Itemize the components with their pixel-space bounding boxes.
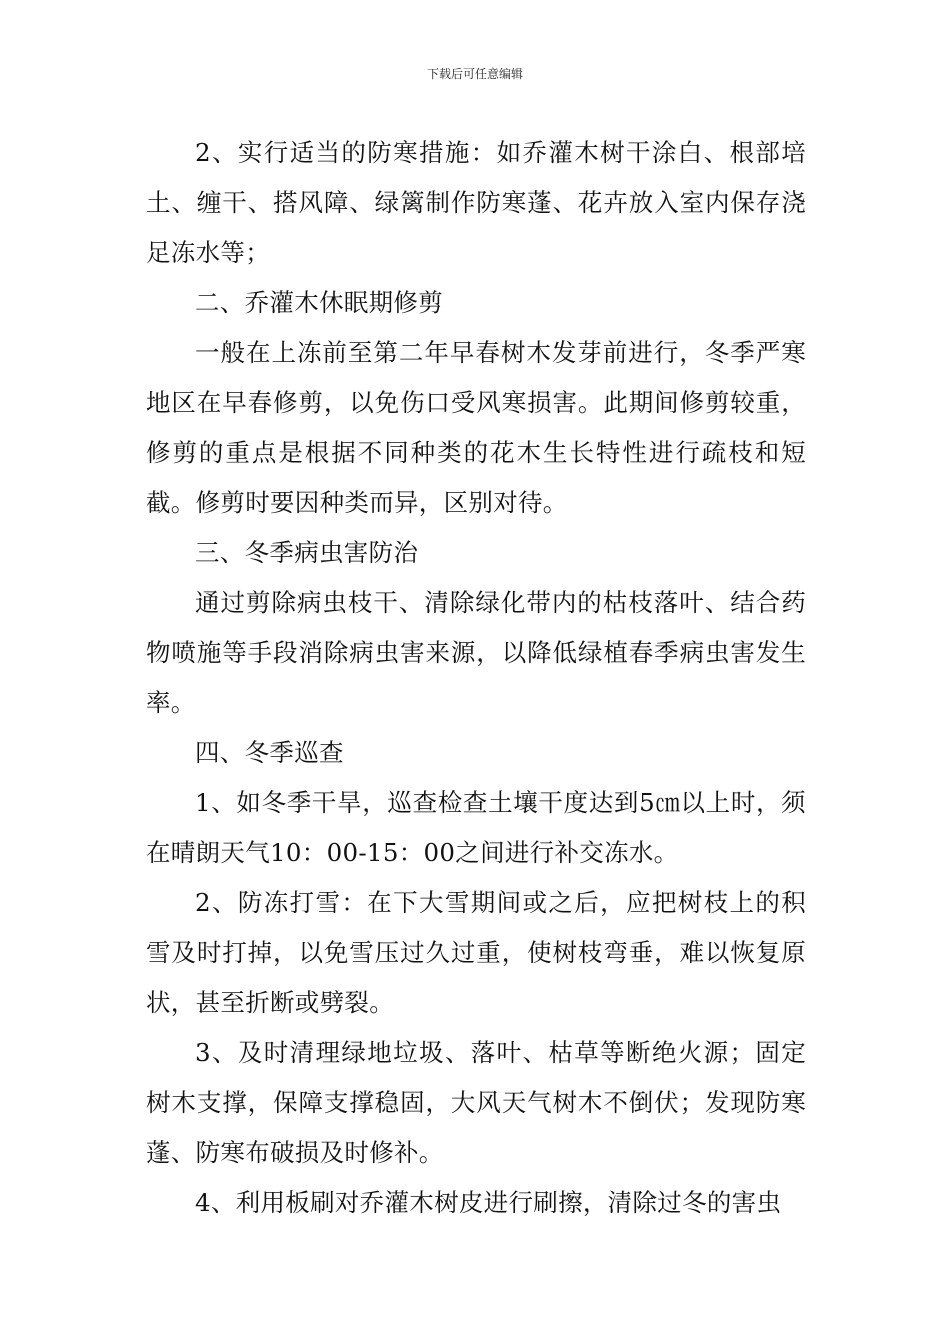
- heading-dormant-pruning: 二、乔灌木休眠期修剪: [195, 288, 443, 317]
- heading-winter-inspection: 四、冬季巡查: [195, 738, 344, 767]
- document-body: [146, 128, 806, 1228]
- paragraph-pruning-details: 一般在上冻前至第二年早春树木发芽前进行，冬季严寒地区在早春修剪，以免伤口受风寒损害。此期间修剪较重，修剪的重点是根据不同种类的花木生长特性进行疏枝和短截。修剪时要因种类而异，区别对待。: [146, 338, 806, 517]
- paragraph-snow-removal: 2、防冻打雪：在下大雪期间或之后，应把树枝上的积雪及时打掉，以免雪压过久过重，使树枝弯垂，难以恢复原状，甚至折断或劈裂。: [146, 888, 806, 1017]
- paragraph-drought-watering: 1、如冬季干旱，巡查检查土壤干度达到5㎝以上时，须在晴朗天气10：00-15：00之间进行补交冻水。: [146, 788, 806, 867]
- header-note: 下载后可任意编辑: [426, 67, 523, 81]
- heading-pest-control: 三、冬季病虫害防治: [195, 538, 419, 567]
- paragraph-cleanup-support: 3、及时清理绿地垃圾、落叶、枯草等断绝火源；固定树木支撑，保障支撑稳固，大风天气树木不倒伏；发现防寒蓬、防寒布破损及时修补。: [146, 1038, 806, 1167]
- paragraph-antifreeze-measures: 2、实行适当的防寒措施：如乔灌木树干涂白、根部培土、缠干、搭风障、绿篱制作防寒蓬、花卉放入室内保存浇足冻水等；: [146, 138, 806, 267]
- paragraph-pest-control: 通过剪除病虫枝干、清除绿化带内的枯枝落叶、结合药物喷施等手段消除病虫害来源，以降低绿植春季病虫害发生率。: [146, 588, 806, 717]
- paragraph-bark-brushing: 4、利用板刷对乔灌木树皮进行刷擦，清除过冬的害虫: [195, 1188, 782, 1217]
